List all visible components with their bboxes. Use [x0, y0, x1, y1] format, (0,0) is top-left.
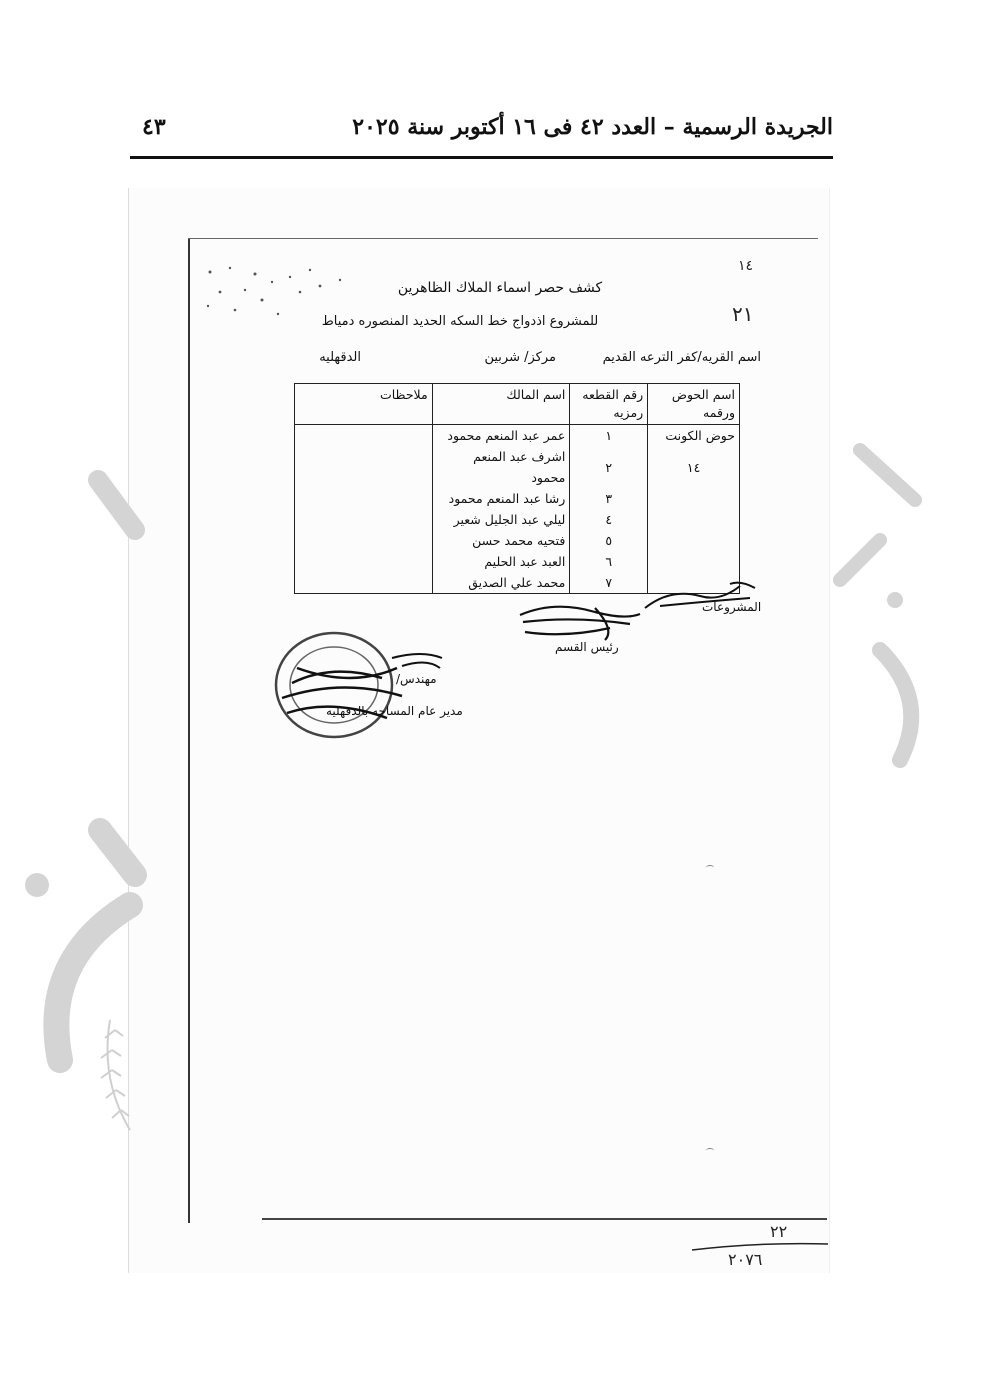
basin-cell — [648, 509, 740, 530]
center-name: مركز/ شربين — [484, 350, 556, 365]
header-basin: اسم الحوض ورقمه — [648, 384, 740, 425]
owner-cell: رشا عبد المنعم محمود — [432, 488, 570, 509]
plot-cell: ٦ — [570, 551, 648, 572]
notes-cell — [295, 425, 433, 447]
plot-cell: ٧ — [570, 572, 648, 594]
plot-cell: ٢ — [570, 446, 648, 488]
table-row — [295, 551, 740, 572]
page-number: ٤٣ — [142, 114, 166, 140]
director-label: مدير عام المساحه بالدقهليه — [326, 704, 463, 718]
header-notes: ملاحظات — [295, 384, 433, 425]
basin-cell — [648, 488, 740, 509]
page-header — [130, 108, 833, 159]
scan-mark — [706, 1148, 714, 1153]
owner-cell: اشرف عبد المنعم محمود — [432, 446, 570, 488]
header-plot: رقم القطعه رمزيه — [570, 384, 648, 425]
basin-name-cell: حوض الكونت — [648, 425, 740, 447]
section-head-signature — [515, 600, 645, 645]
owner-cell: ليلي عبد الجليل شعير — [432, 509, 570, 530]
basin-cell — [648, 530, 740, 551]
basin-number-cell: ١٤ — [648, 446, 740, 488]
projects-label: المشروعات — [702, 600, 762, 614]
table-row — [295, 425, 740, 447]
table-header-row — [295, 384, 740, 425]
frame-top-line — [188, 238, 818, 239]
section-head-label: رئيس القسم — [555, 640, 619, 654]
journal-title: الجريدة الرسمية – العدد ٤٢ فى ١٦ أكتوبر سنة ٢٠٢٥ — [352, 114, 833, 140]
notes-cell — [295, 551, 433, 572]
plot-cell: ٤ — [570, 509, 648, 530]
owners-table — [294, 383, 740, 594]
frame-left-line — [188, 238, 190, 1223]
owner-cell: محمد علي الصديق — [432, 572, 570, 594]
frame-bottom-line — [262, 1218, 827, 1220]
table-row — [295, 530, 740, 551]
bottom-handwritten-number-top: ٢٢ — [770, 1222, 788, 1241]
document-title: كشف حصر اسماء الملاك الظاهرين — [397, 280, 603, 296]
document-subtitle: للمشروع اذدواج خط السكه الحديد المنصوره دمياط — [321, 314, 599, 329]
village-name: اسم القريه/كفر الترعه القديم — [602, 350, 761, 365]
engineer-label: مهندس/ — [396, 672, 437, 686]
header-owner: اسم المالك — [432, 384, 570, 425]
table-row — [295, 446, 740, 488]
table-row — [295, 509, 740, 530]
corner-handwritten-mark: ٢١ — [732, 302, 754, 326]
basin-cell — [648, 551, 740, 572]
bottom-handwritten-number-bottom: ٢٠٧٦ — [728, 1250, 763, 1269]
notes-cell — [295, 530, 433, 551]
scan-mark — [706, 865, 714, 870]
plot-cell: ٥ — [570, 530, 648, 551]
plot-cell: ٣ — [570, 488, 648, 509]
notes-cell — [295, 446, 433, 488]
corner-handwritten-number: ١٤ — [738, 258, 754, 274]
notes-cell — [295, 488, 433, 509]
owner-cell: عمر عبد المنعم محمود — [432, 425, 570, 447]
notes-cell — [295, 509, 433, 530]
plot-cell: ١ — [570, 425, 648, 447]
owner-cell: فتحيه محمد حسن — [432, 530, 570, 551]
table-row — [295, 488, 740, 509]
notes-cell — [295, 572, 433, 594]
owner-cell: العبد عبد الحليم — [432, 551, 570, 572]
governorate-name: الدقهليه — [319, 350, 361, 365]
